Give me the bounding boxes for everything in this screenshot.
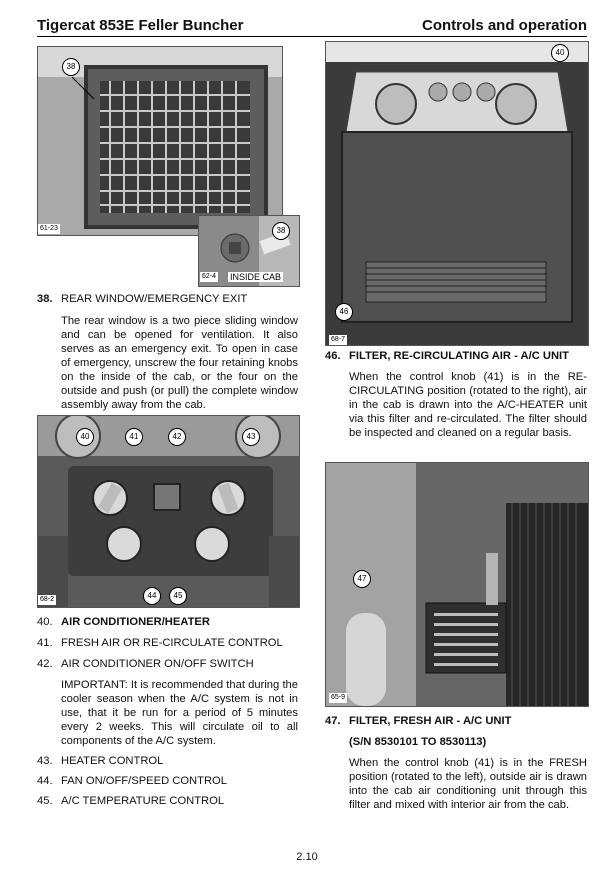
- callout-45: 45: [169, 587, 187, 605]
- callout-43: 43: [242, 428, 260, 446]
- item-47-subtitle: (S/N 8530101 TO 8530113): [349, 736, 487, 748]
- item-43-number: 43.: [37, 755, 53, 767]
- item-42-title: AIR CONDITIONER ON/OFF SWITCH: [61, 658, 254, 670]
- item-47-number: 47.: [325, 715, 341, 727]
- callout-47: 47: [353, 570, 371, 588]
- section-title: Controls and operation: [422, 17, 587, 34]
- item-43-title: HEATER CONTROL: [61, 755, 164, 767]
- callout-40-ac: 40: [551, 44, 569, 62]
- item-45-title: A/C TEMPERATURE CONTROL: [61, 795, 225, 807]
- item-47-body: When the control knob (41) is in the FRESH position (rotated to the left), outside air is drawn into the cab air conditioning unit through this filter and mixed with interior air from the cab.: [349, 757, 587, 811]
- item-44-title: FAN ON/OFF/SPEED CONTROL: [61, 775, 227, 787]
- callout-40: 40: [76, 428, 94, 446]
- item-38-title: REAR WINDOW/EMERGENCY EXIT: [61, 293, 248, 305]
- item-38-number: 38.: [37, 293, 53, 305]
- callout-44: 44: [143, 587, 161, 605]
- item-38-body: The rear window is a two piece sliding window and can be opened for ventilation. It also serves as an emergency exit. To open in case of emergency, unscrew the four retaining knobs on the inside of the cab, or the four on the outside and push (or pull) the complete window assembly away from the cab.: [61, 315, 298, 411]
- callout-42: 42: [168, 428, 186, 446]
- fresh-filter-figure-id: 65-9: [331, 694, 346, 701]
- item-41-title: FRESH AIR OR RE-CIRCULATE CONTROL: [61, 637, 283, 649]
- item-47-title: FILTER, FRESH AIR - A/C UNIT: [349, 715, 512, 727]
- item-44-number: 44.: [37, 775, 53, 787]
- header-rule: [37, 36, 587, 37]
- controls-figure-id: 68-2: [40, 596, 55, 603]
- document-title: Tigercat 853E Feller Buncher: [37, 17, 244, 34]
- item-42-number: 42.: [37, 658, 53, 670]
- item-40-number: 40.: [37, 616, 53, 628]
- item-46-number: 46.: [325, 350, 341, 362]
- figure-id: 61-23: [40, 225, 58, 232]
- important-note: IMPORTANT: It is recommended that during the cooler season when the A/C system is not in use, that it be run for a period of 5 minutes every 2 weeks. This will circulate oil to all components of the A/C system.: [61, 679, 298, 747]
- inset-caption: INSIDE CAB: [230, 272, 282, 282]
- callout-38: 38: [62, 58, 80, 76]
- item-45-number: 45.: [37, 795, 53, 807]
- page-number: 2.10: [296, 851, 318, 863]
- inset-figure-id: 62-4: [202, 273, 217, 280]
- callout-41: 41: [125, 428, 143, 446]
- callout-38-inset: 38: [272, 222, 290, 240]
- item-40-title: AIR CONDITIONER/HEATER: [61, 616, 210, 628]
- ac-unit-figure-id: 68-7: [331, 336, 346, 343]
- ac-unit-photo: [325, 41, 589, 346]
- item-41-number: 41.: [37, 637, 53, 649]
- callout-46: 46: [335, 303, 353, 321]
- ac-controls-photo: [37, 415, 300, 608]
- item-46-title: FILTER, RE-CIRCULATING AIR - A/C UNIT: [349, 350, 569, 362]
- item-46-body: When the control knob (41) is in the RE-CIRCULATING position (rotated to the right), air in the cab is drawn into the A/C-HEATER unit via this filter and re-circulated. The filter should be inspected and cleaned on a regular basis.: [349, 371, 587, 439]
